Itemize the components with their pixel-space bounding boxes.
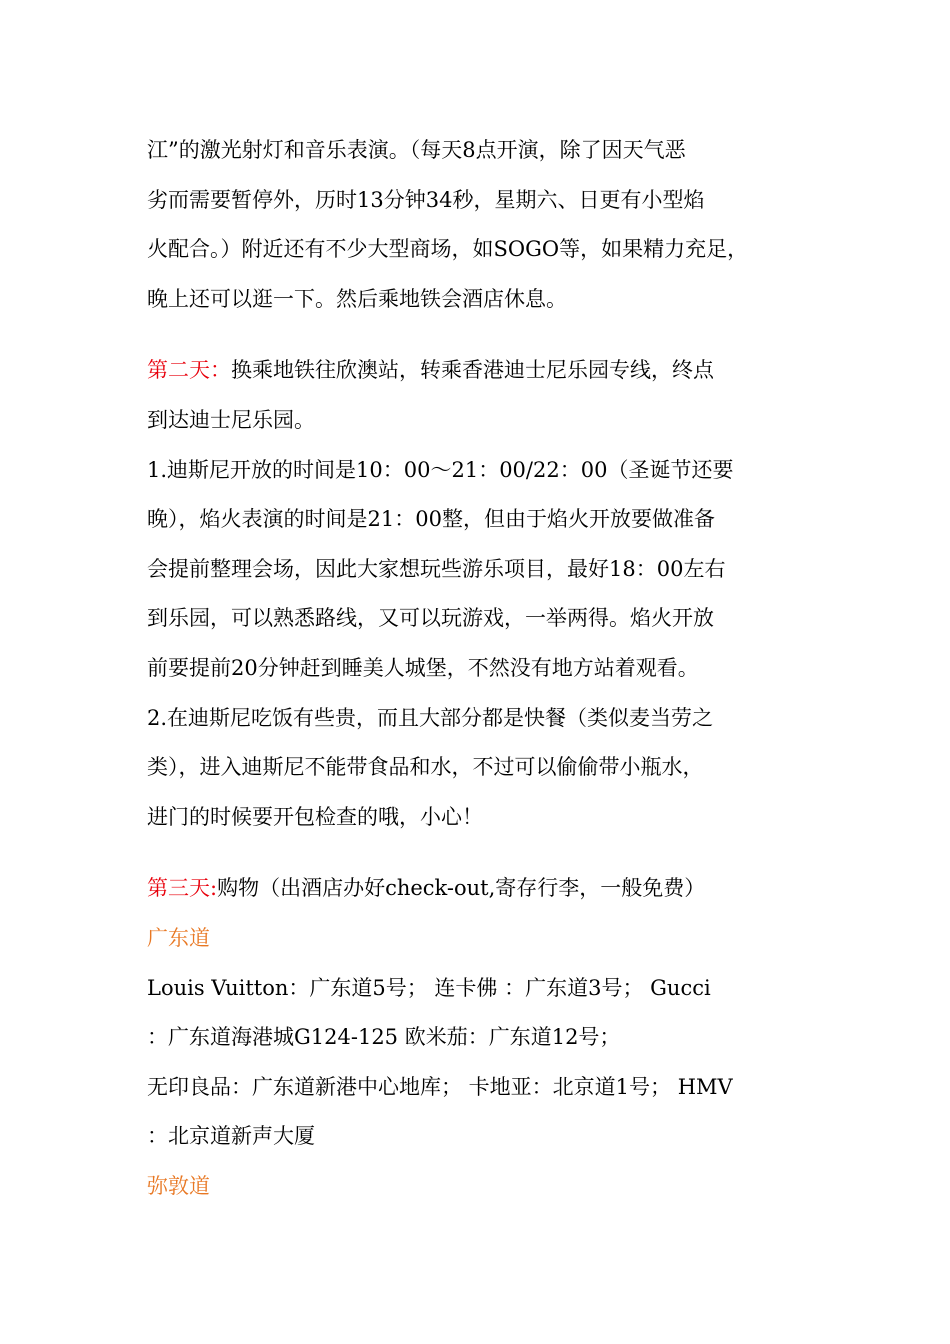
text-line: Louis Vuitton：广东道5号； 连卡佛 ：广东道3号； Gucci	[147, 975, 711, 1000]
text-line: 火配合。）附近还有不少大型商场，如SOGO等，如果精力充足，	[147, 237, 749, 262]
day3-first-line-text: 购物（出酒店办好check-out,寄存行李，一般免费）	[217, 876, 706, 901]
text-line: 江”的激光射灯和音乐表演。（每天8点开演，除了因天气恶	[147, 138, 686, 162]
paragraph-gap	[147, 842, 827, 864]
document-page	[147, 126, 827, 1211]
day2-first-line-text: 换乘地铁往欣澳站，转乘香港迪士尼乐园专线，终点	[231, 358, 714, 383]
text-line: ：广东道海港城G124-125 欧米茄：广东道12号；	[147, 1025, 621, 1050]
text-line: 到达迪士尼乐园。	[147, 407, 315, 432]
text-line: 到乐园，可以熟悉路线，又可以玩游戏，一举两得。焰火开放	[147, 606, 714, 631]
intro-paragraph	[147, 126, 827, 324]
day3-section	[147, 864, 827, 1211]
text-line: 类），进入迪斯尼不能带食品和水，不过可以偷偷带小瓶水，	[147, 755, 704, 780]
text-line: ：北京道新声大厦	[147, 1124, 315, 1149]
text-line: 前要提前20分钟赶到睡美人城堡，不然没有地方站着观看。	[147, 655, 699, 680]
text-line: 1.迪斯尼开放的时间是10：00～21：00/22：00（圣诞节还要	[147, 457, 734, 482]
day2-first-line	[147, 346, 827, 396]
street-heading-guangdong: 广东道	[147, 925, 210, 950]
text-line: 无印良品：广东道新港中心地库； 卡地亚：北京道1号； HMV	[147, 1074, 733, 1099]
text-line: 劣而需要暂停外，历时13分钟34秒，星期六、日更有小型焰	[147, 187, 705, 212]
day2-section	[147, 346, 827, 842]
paragraph-gap	[147, 324, 827, 346]
text-line: 2.在迪斯尼吃饭有些贵，而且大部分都是快餐（类似麦当劳之	[147, 705, 714, 730]
street-heading-mido: 弥敦道	[147, 1173, 210, 1198]
text-line: 晚上还可以逛一下。然后乘地铁会酒店休息。	[147, 286, 567, 311]
day3-heading: 第三天:	[147, 876, 218, 901]
day3-first-line	[147, 864, 827, 914]
text-line: 晚），焰火表演的时间是21：00整，但由于焰火开放要做准备	[147, 507, 715, 532]
day2-heading: 第二天：	[147, 358, 231, 383]
text-line: 会提前整理会场，因此大家想玩些游乐项目，最好18：00左右	[147, 556, 726, 581]
text-line: 进门的时候要开包检查的哦，小心！	[147, 804, 483, 829]
